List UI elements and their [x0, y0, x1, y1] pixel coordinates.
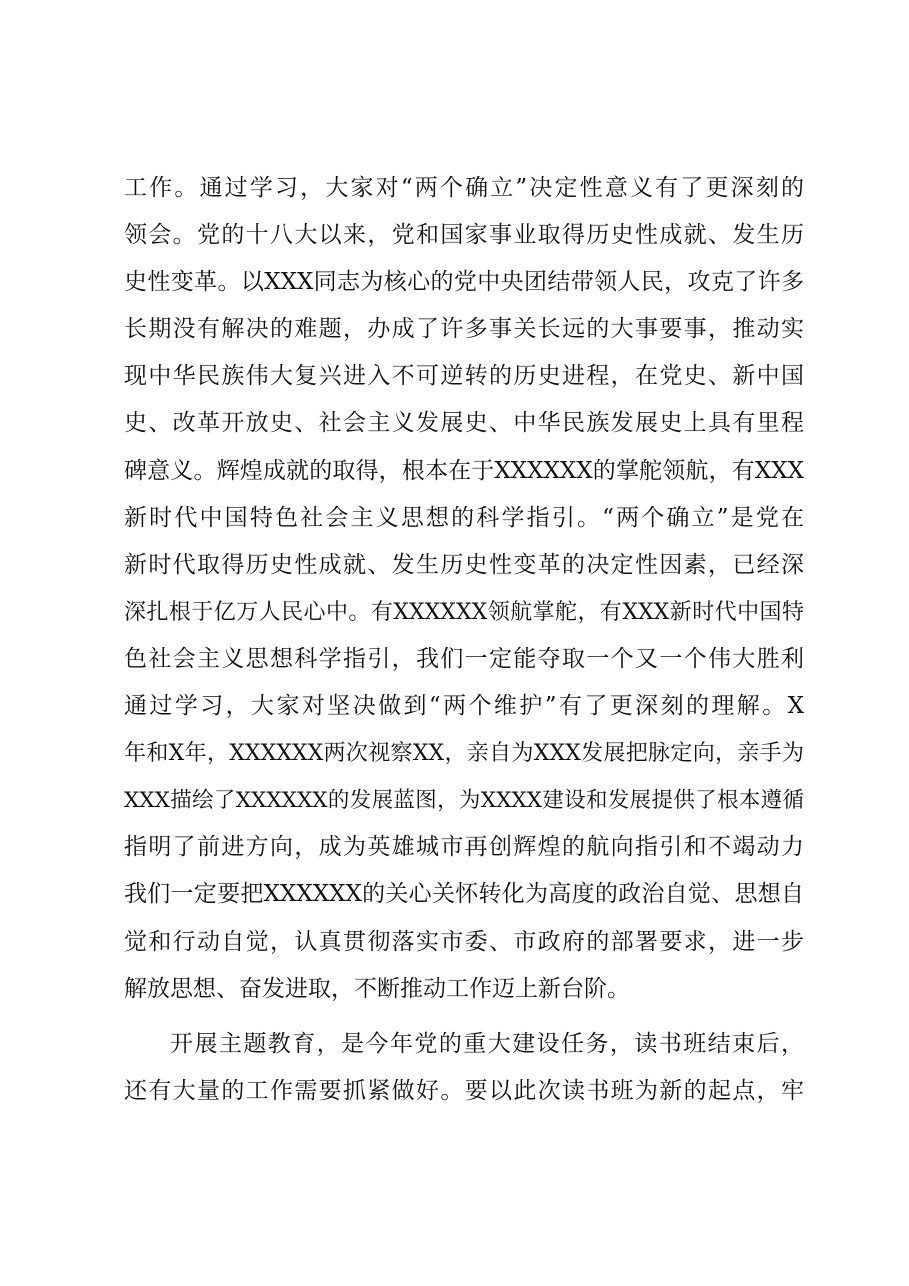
paragraph: [124, 1021, 804, 1115]
text-line: XXX描绘了XXXXXX的发展蓝图，为XXXX建设和发展提供了根本遵循: [124, 788, 804, 814]
text-line: 深扎根于亿万人民心中。有XXXXXX领航掌舵，有XXX新时代中国特: [124, 599, 804, 625]
body-text: [124, 165, 804, 1115]
text-line: 色社会主义思想科学指引，我们一定能夺取一个又一个伟大胜利: [124, 645, 804, 672]
text-line: 我们一定要把XXXXXX的关心关怀转化为高度的政治自觉、思想自: [124, 881, 804, 908]
text-line: 史、改革开放史、社会主义发展史、中华民族发展史上具有里程: [124, 410, 804, 437]
text-line: 还有大量的工作需要抓紧做好。要以此次读书班为新的起点，牢: [124, 1077, 804, 1104]
text-line: 解放思想、奋发进取，不断推动工作迈上新台阶。: [124, 975, 630, 1002]
text-line: 新时代中国特色社会主义思想的科学指引。“两个确立”是党在: [124, 504, 804, 531]
text-line: 指明了前进方向，成为英雄城市再创辉煌的航向指引和不竭动力: [124, 834, 804, 861]
text-line: 年和X年，XXXXXX两次视察XX，亲自为XXX发展把脉定向，亲手为: [124, 741, 804, 767]
text-line: 觉和行动自觉，认真贯彻落实市委、市政府的部署要求，进一步: [124, 928, 804, 955]
text-line: 通过学习，大家对坚决做到“两个维护”有了更深刻的理解。X: [124, 693, 804, 720]
text-line: 工作。通过学习，大家对“两个确立”决定性意义有了更深刻的: [124, 175, 804, 201]
text-line: 碑意义。辉煌成就的取得，根本在于XXXXXX的掌舵领航，有XXX: [124, 457, 804, 484]
paragraph-spacing: [124, 1013, 804, 1021]
text-line: 史性变革。以XXX同志为核心的党中央团结带领人民，攻克了许多: [124, 269, 804, 296]
text-line: 开展主题教育，是今年党的重大建设任务，读书班结束后，: [170, 1030, 804, 1057]
text-line: 新时代取得历史性成就、发生历史性变革的决定性因素，已经深: [124, 551, 804, 578]
paragraph: [124, 165, 804, 1013]
text-line: 长期没有解决的难题，办成了许多事关长远的大事要事，推动实: [124, 316, 804, 343]
text-line: 领会。党的十八大以来，党和国家事业取得历史性成就、发生历: [124, 222, 804, 249]
text-line: 现中华民族伟大复兴进入不可逆转的历史进程，在党史、新中国: [124, 363, 804, 390]
